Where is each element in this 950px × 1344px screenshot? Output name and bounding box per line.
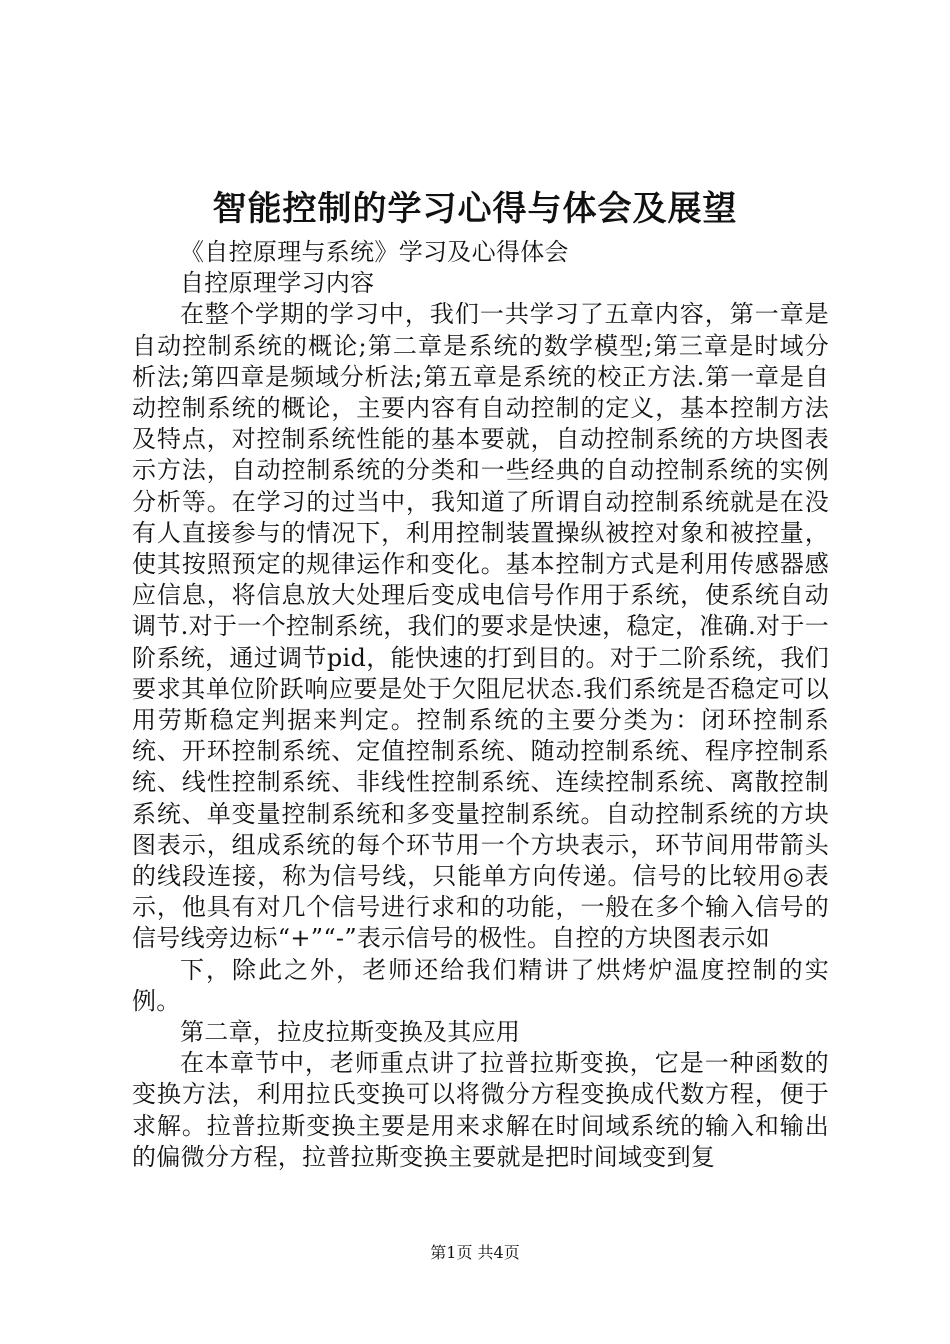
paragraph-chapter-two-heading: 第二章，拉皮拉斯变换及其应用 xyxy=(180,1018,521,1047)
page-footer: 第1页 共4页 xyxy=(430,1243,520,1262)
paragraph-subtitle: 《自控原理与系统》学习及心得体会 xyxy=(180,238,569,266)
paragraph-example-note: 下，除此之外，老师还给我们精讲了烘烤炉温度控制的实例。 xyxy=(132,955,829,1015)
paragraph-laplace-intro: 在本章节中，老师重点讲了拉普拉斯变换，它是一种函数的变换方法，利用拉氏变换可以将微分方程变换成代数方程，便于求解。拉普拉斯变换主要是用来求解在时间域系统的输入和输出的偏微分方程，拉普拉斯变换主要就是把时间域变到复 xyxy=(132,1049,829,1171)
document-body xyxy=(132,237,829,1173)
document-title: 智能控制的学习心得与体会及展望 xyxy=(212,189,738,229)
paragraph-chapter-overview: 在整个学期的学习中，我们一共学习了五章内容，第一章是自动控制系统的概论;第二章是系统的数学模型;第三章是时域分析法;第四章是频域分析法;第五章是系统的校正方法.第一章是自动控制系统的概论，主要内容有自动控制的定义，基本控制方法及特点，对控制系统性能的基本要就，自动控制系统的方块图表示方法，自动控制系统的分类和一些经典的自动控制系统的实例分析等。在学习的过当中，我知道了所谓自动控制系统就是在没有人直接参与的情况下，利用控制装置操纵被控对象和被控量，使其按照预定的规律运作和变化。基本控制方式是利用传感器感应信息，将信息放大处理后变成电信号作用于系统，使系统自动调节.对于一个控制系统，我们的要求是快速，稳定，准确.对于一阶系统，通过调节pid，能快速的打到目的。对于二阶系统，我们要求其单位阶跃响应要是处于欠阻尼状态.我们系统是否稳定可以用劳斯稳定判据来判定。控制系统的主要分类为：闭环控制系统、开环控制系统、定值控制系统、随动控制系统、程序控制系统、线性控制系统、非线性控制系统、连续控制系统、离散控制系统、单变量控制系统和多变量控制系统。自动控制系统的方块图表示，组成系统的每个环节用一个方块表示，环节间用带箭头的线段连接，称为信号线，只能单方向传递。信号的比较用◎表示，他具有对几个信号进行求和的功能，一般在多个输入信号的信号线旁边标“+”“-”表示信号的极性。自控的方块图表示如 xyxy=(132,300,829,953)
paragraph-section-heading: 自控原理学习内容 xyxy=(180,269,375,298)
